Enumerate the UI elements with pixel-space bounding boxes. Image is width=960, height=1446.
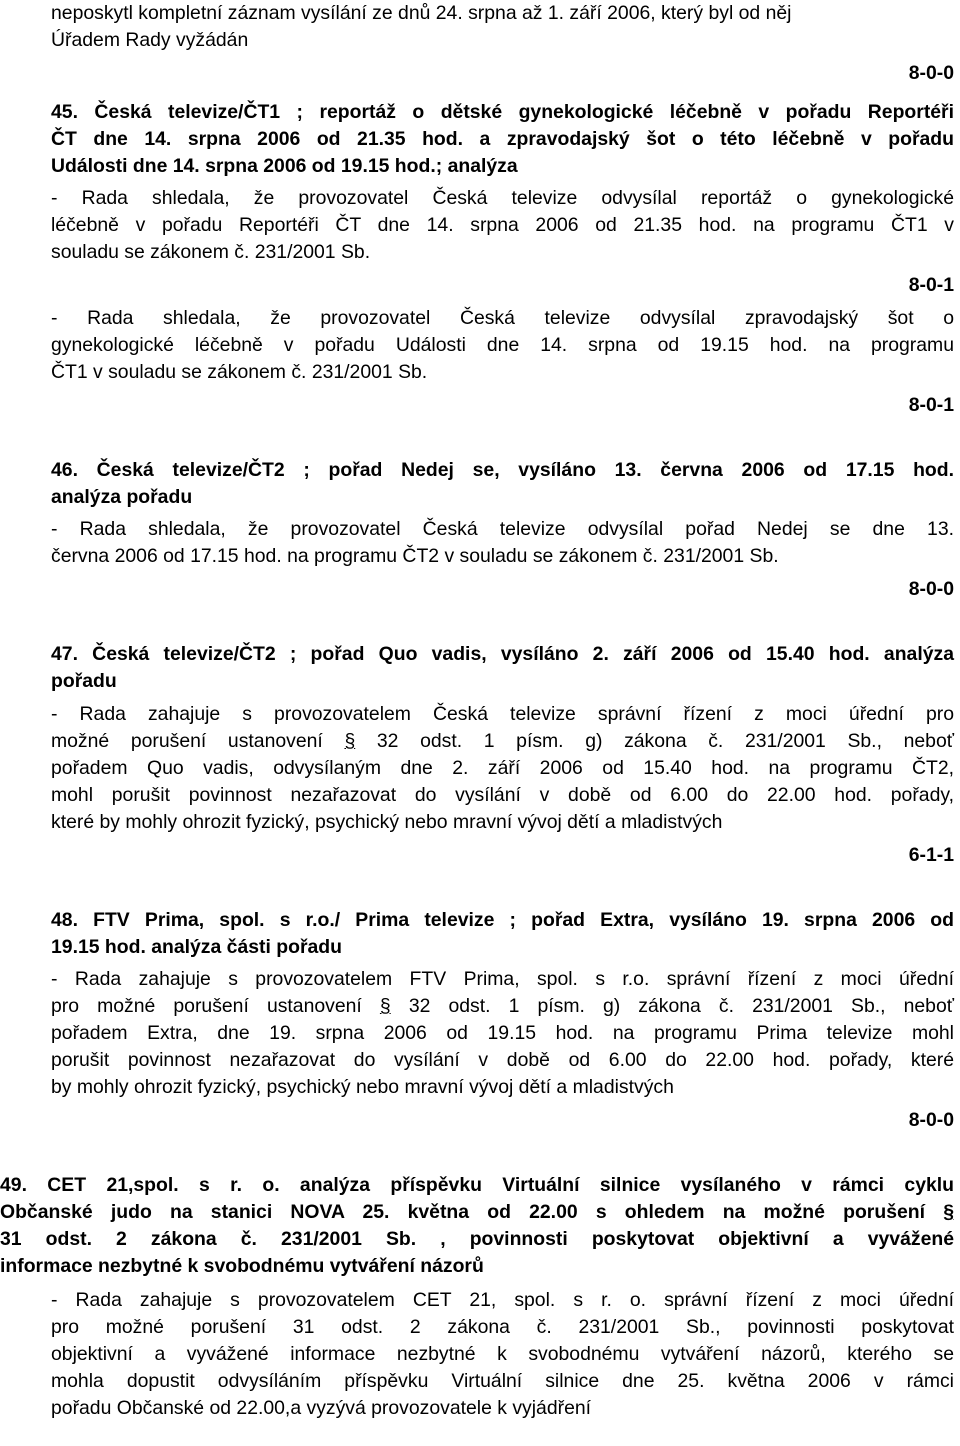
item-heading: Události dne 14. srpna 2006 od 19.15 hod.; analýza	[51, 155, 518, 177]
section-sign: §	[943, 1201, 954, 1223]
section-sign: §	[344, 730, 356, 752]
item-heading: 31 odst. 2 zákona č. 231/2001 Sb. , povinnosti poskytovat objektivní a vyvážené	[0, 1228, 954, 1250]
item-heading: 45. Česká televize/ČT1 ; reportáž o dětské gynekologické léčebně v pořadu Reportéři	[51, 101, 954, 123]
resolution-text: pro možné porušení 31 odst. 2 zákona č. 231/2001 Sb., povinnosti poskytovat	[51, 1316, 954, 1338]
resolution-text: - Rada shledala, že provozovatel Česká televize odvysílal zpravodajský šot o	[51, 307, 954, 329]
vote-result: 8-0-1	[908, 394, 954, 416]
item-heading: 48. FTV Prima, spol. s r.o./ Prima televize ; pořad Extra, vysíláno 19. srpna 2006 od	[51, 909, 954, 931]
resolution-text: - Rada zahajuje s provozovatelem FTV Prima, spol. s r.o. správní řízení z moci úřední	[51, 968, 954, 990]
resolution-text: mohl porušit povinnost nezařazovat do vysílání v době od 6.00 do 22.00 hod. pořady,	[51, 784, 954, 806]
resolution-text: června 2006 od 17.15 hod. na programu ČT2 v souladu se zákonem č. 231/2001 Sb.	[51, 545, 779, 567]
item-heading: 49. CET 21,spol. s r. o. analýza příspěvku Virtuální silnice vysílaného v rámci cyklu	[0, 1174, 954, 1196]
resolution-text: pro možné porušení ustanovení § 32 odst. 1 písm. g) zákona č. 231/2001 Sb., neboť	[51, 995, 955, 1017]
resolution-text: porušit povinnost nezařazovat do vysílání v době od 6.00 do 22.00 hod. pořady, které	[51, 1049, 954, 1071]
item-heading: 47. Česká televize/ČT2 ; pořad Quo vadis, vysíláno 2. září 2006 od 15.40 hod. analýza	[51, 643, 954, 665]
item-heading: 19.15 hod. analýza části pořadu	[51, 936, 342, 958]
item-heading: Občanské judo na stanici NOVA 25. května od 22.00 s ohledem na možné porušení §	[0, 1201, 954, 1223]
vote-result: 8-0-1	[908, 274, 954, 296]
paragraph-line: neposkytl kompletní záznam vysílání ze dnů 24. srpna až 1. září 2006, který byl od něj	[51, 2, 792, 24]
vote-result: 8-0-0	[908, 578, 954, 600]
resolution-text: mohla dopustit odvysíláním příspěvku Virtuální silnice dne 25. května 2006 v rámci	[51, 1370, 954, 1392]
vote-result: 8-0-0	[908, 1109, 954, 1131]
resolution-text: které by mohly ohrozit fyzický, psychický nebo mravní vývoj dětí a mladistvých	[51, 811, 723, 833]
item-heading: 46. Česká televize/ČT2 ; pořad Nedej se, vysíláno 13. června 2006 od 17.15 hod.	[51, 459, 954, 481]
resolution-text: by mohly ohrozit fyzický, psychický nebo mravní vývoj dětí a mladistvých	[51, 1076, 674, 1098]
item-heading: informace nezbytné k svobodnému vytváření názorů	[0, 1255, 484, 1277]
resolution-text: souladu se zákonem č. 231/2001 Sb.	[51, 241, 371, 263]
section-sign: §	[379, 995, 391, 1017]
resolution-text: léčebně v pořadu Reportéři ČT dne 14. srpna 2006 od 21.35 hod. na programu ČT1 v	[51, 214, 954, 236]
resolution-text: - Rada shledala, že provozovatel Česká televize odvysílal reportáž o gynekologické	[51, 187, 954, 209]
item-heading: pořadu	[51, 670, 117, 692]
resolution-text: pořadem Extra, dne 19. srpna 2006 od 19.15 hod. na programu Prima televize mohl	[51, 1022, 954, 1044]
paragraph-line: Úřadem Rady vyžádán	[51, 29, 249, 51]
resolution-text: gynekologické léčebně v pořadu Události dne 14. srpna od 19.15 hod. na programu	[51, 334, 954, 356]
resolution-text: - Rada zahajuje s provozovatelem CET 21, spol. s r. o. správní řízení z moci úřední	[51, 1289, 954, 1311]
resolution-text: ČT1 v souladu se zákonem č. 231/2001 Sb.	[51, 361, 428, 383]
item-heading: ČT dne 14. srpna 2006 od 21.35 hod. a zpravodajský šot o této léčebně v pořadu	[51, 128, 954, 150]
vote-result: 8-0-0	[908, 62, 954, 84]
resolution-text: - Rada shledala, že provozovatel Česká televize odvysílal pořad Nedej se dne 13.	[51, 518, 954, 540]
vote-result: 6-1-1	[908, 844, 954, 866]
resolution-text: objektivní a vyvážené informace nezbytné k svobodnému vytváření názorů, kterého se	[51, 1343, 954, 1365]
resolution-text: - Rada zahajuje s provozovatelem Česká televize správní řízení z moci úřední pro	[51, 703, 954, 725]
resolution-text: možné porušení ustanovení § 32 odst. 1 písm. g) zákona č. 231/2001 Sb., neboť	[51, 730, 954, 752]
resolution-text: pořadem Quo vadis, odvysílaným dne 2. září 2006 od 15.40 hod. na programu ČT2,	[51, 757, 954, 779]
resolution-text: pořadu Občanské od 22.00,a vyzývá provozovatele k vyjádření	[51, 1397, 592, 1419]
item-heading: analýza pořadu	[51, 486, 193, 508]
